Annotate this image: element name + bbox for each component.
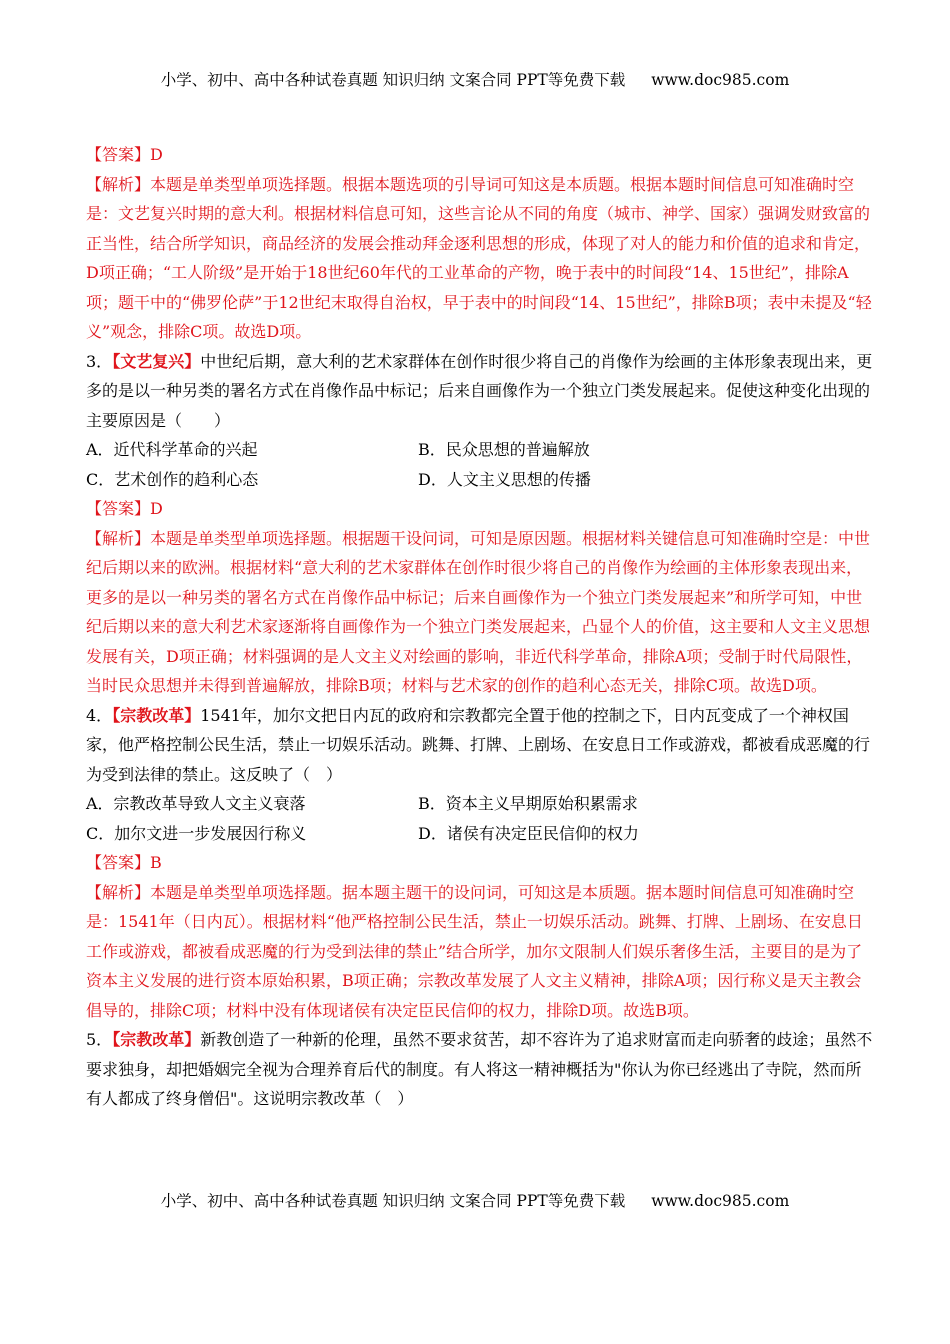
q3-option-c: C．艺术创作的趋利心态 xyxy=(86,469,259,489)
q4-option-a: A．宗教改革导致人文主义衰落 xyxy=(86,794,306,813)
q4-option-c: C．加尔文进一步发展因行称义 xyxy=(86,823,307,843)
q3-stem: 中世纪后期，意大利的艺术家群体在创作时很少将自己的肖像作为绘画的主体形象表现出来，更多的是以一种另类的署名方式在肖像作品中标记；后来自画像作为一个独立门类发展起来。促使这种变化出现的主要原因是（ ） xyxy=(86,351,873,430)
q5-stem-paragraph xyxy=(86,1025,876,1114)
q5-stem: 新教创造了一种新的伦理，虽然不要求贫苦，却不容许为了追求财富而走向骄奢的歧途；虽然不要求独身，却把婚姻完全视为合理养育后代的制度。有人将这一精神概括为"你认为你已经逃出了寺院，然而所有人都成了终身僧侣"。这说明宗教改革（ ） xyxy=(86,1030,873,1108)
q4-stem: 1541年，加尔文把日内瓦的政府和宗教都完全置于他的控制之下，日内瓦变成了一个神权国家，他严格控制公民生活，禁止一切娱乐活动。跳舞、打牌、上剧场、在安息日工作或游戏，都被看成恶魔的行为受到法律的禁止。这反映了（ ） xyxy=(86,705,871,784)
q4-analysis: 【解析】本题是单类型单项选择题。据本题主题干的设问词，可知这是本质题。据本题时间信息可知准确时空是：1541年（日内瓦）。根据材料“他严格控制公民生活，禁止一切娱乐活动。跳舞、打牌、上剧场、在安息日工作或游戏，都被看成恶魔的行为受到法律的禁止”结合所学，加尔文限制人们娱乐奢侈生活，主要目的是为了资本主义发展的进行资本原始积累，B项正确；宗教改革发展了人文主义精神，排除A项；因行称义是天主教会倡导的，排除C项；材料中没有体现诸侯有决定臣民信仰的权力，排除D项。故选B项。 xyxy=(86,882,863,1020)
q4-tag: 【宗教改革】 xyxy=(112,705,201,725)
q3-tag: 【文艺复兴】 xyxy=(112,351,201,371)
page-content xyxy=(86,140,876,1114)
q3-answer: 【答案】D xyxy=(86,499,163,518)
footer-url[interactable]: www.doc985.com xyxy=(651,1192,790,1210)
q4-answer: 【答案】B xyxy=(86,853,162,872)
q4-options-row-2 xyxy=(86,819,876,849)
q4-option-d: D．诸侯有决定臣民信仰的权力 xyxy=(418,823,639,843)
q3-option-a: A．近代科学革命的兴起 xyxy=(86,440,258,459)
q5-number: 5． xyxy=(86,1030,113,1049)
q3-number: 3． xyxy=(86,351,113,371)
q4-option-b: B．资本主义早期原始积累需求 xyxy=(418,794,638,813)
page-header xyxy=(0,68,950,90)
q3-analysis: 【解析】本题是单类型单项选择题。根据题干设问词，可知是原因题。根据材料关键信息可知准确时空是：中世纪后期以来的欧洲。根据材料“意大利的艺术家群体在创作时很少将自己的肖像作为绘画的主体形象表现出来，更多的是以一种另类的署名方式在肖像作品中标记；后来自画像作为一个独立门类发展起来”和所学可知，中世纪后期以来的意大利艺术家逐渐将自画像作为一个独立门类发展起来，凸显个人的价值，这主要和人文主义思想发展有关，D项正确；材料强调的是人文主义对绘画的影响，非近代科学革命，排除A项；受制于时代局限性，当时民众思想并未得到普遍解放，排除B项；材料与艺术家的创作的趋利心态无关，排除C项。故选D项。 xyxy=(86,528,871,695)
q4-number: 4． xyxy=(86,705,113,725)
q3-stem-paragraph xyxy=(86,347,876,436)
page-footer xyxy=(0,1189,950,1211)
q5-tag: 【宗教改革】 xyxy=(112,1030,201,1049)
q2-answer: 【答案】D xyxy=(86,145,163,164)
q3-option-d: D．人文主义思想的传播 xyxy=(418,469,591,489)
footer-text: 小学、初中、高中各种试卷真题 知识归纳 文案合同 PPT等免费下载 xyxy=(160,1192,626,1210)
q3-options-row-2 xyxy=(86,465,876,495)
q3-option-b: B．民众思想的普遍解放 xyxy=(418,440,590,459)
header-text: 小学、初中、高中各种试卷真题 知识归纳 文案合同 PPT等免费下载 xyxy=(160,71,626,89)
q4-options-row-1 xyxy=(86,789,876,819)
header-url[interactable]: www.doc985.com xyxy=(651,71,790,89)
q3-options-row-1 xyxy=(86,435,876,465)
q2-analysis: 【解析】本题是单类型单项选择题。根据本题选项的引导词可知这是本质题。根据本题时间信息可知准确时空是：文艺复兴时期的意大利。根据材料信息可知，这些言论从不同的角度（城市、神学、国家）强调发财致富的正当性，结合所学知识，商品经济的发展会推动拜金逐利思想的形成，体现了对人的能力和价值的追求和肯定，D项正确；“工人阶级”是开始于18世纪60年代的工业革命的产物，晚于表中的时间段“14、15世纪”，排除A项；题干中的“佛罗伦萨”于12世纪末取得自治权，早于表中的时间段“14、15世纪”，排除B项；表中未提及“轻义”观念，排除C项。故选D项。 xyxy=(86,174,872,341)
q4-stem-paragraph xyxy=(86,701,876,790)
